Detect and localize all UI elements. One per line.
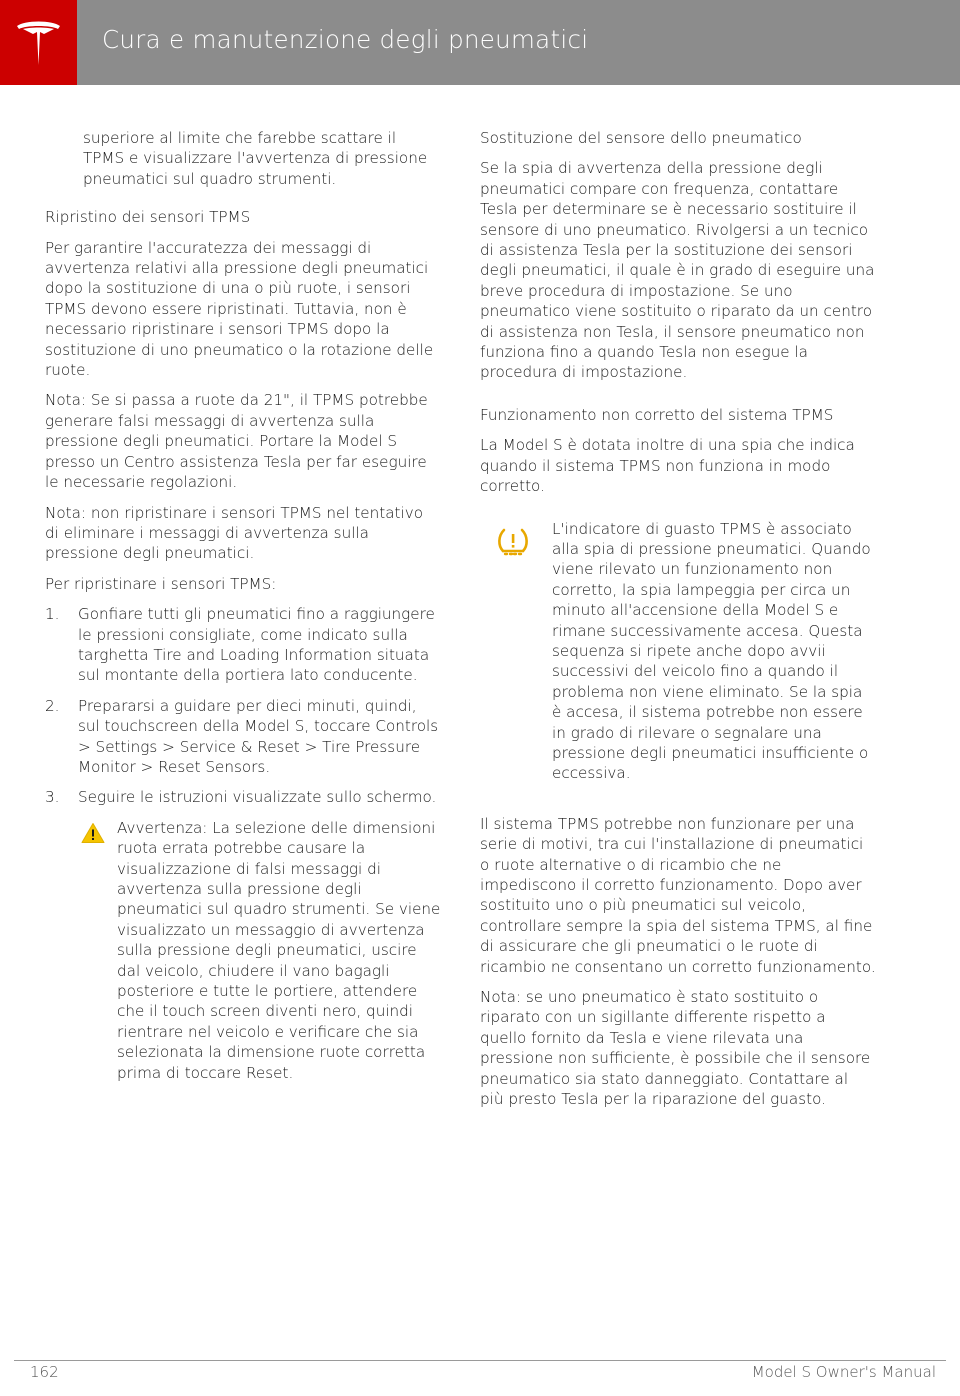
section-heading-reset: Ripristino dei sensori TPMS <box>45 208 251 227</box>
step-text: Gonfiare tutti gli pneumatici fino a raggiungere le pressioni consigliate, come indicato sulla targhetta Tire and Loading Information situata sul montante della portiera lato conducente. <box>78 605 435 685</box>
system-paragraph: Il sistema TPMS potrebbe non funzionare per una serie di motivi, tra cui l'installazione di pneumatici o ruote alternative o di ricambio che ne impediscono il corretto funzionamento. Dopo aver sostituito uno o più pneumatici sul veicolo, controllare sempre la spia del sistema TPMS, al fine di assicurare che gli pneumatici o le ruote di ricambio ne consentano un corretto funzionamento. <box>480 814 876 976</box>
left-column <box>45 128 441 1083</box>
list-item <box>45 696 441 778</box>
reset-paragraph: Per garantire l'accuratezza dei messaggi di avvertenza relativi alla pressione degli pneumatici dopo la sostituzione di una o più ruote, i sensori TPMS devono essere ripristinati. Tuttavia, non è necessario ripristinare i sensori TPMS dopo la sostituzione di uno pneumatico o la rotazione delle ruote. <box>45 238 434 380</box>
brand-logo <box>0 0 77 85</box>
note-sealant: Nota: se uno pneumatico è stato sostituito o riparato con un sigillante differente rispetto a quello fornito da Tesla e viene rilevata una pressione non sufficiente, è possibile che il sensore pneumatico sia stato danneggiato. Contattare al più presto Tesla per la riparazione del guasto. <box>480 988 871 1109</box>
right-column <box>480 128 876 1119</box>
sensor-paragraph: Se la spia di avvertenza della pressione degli pneumatici compare con frequenza, contattare Tesla per determinare se è necessario sostituire il sensore di uno pneumatico. Rivolgersi a un tecnico di assistenza Tesla per la sostituzione dei sensori degli pneumatici, il quale è in grado di eseguire una breve procedura di impostazione. Se uno pneumatico viene sostituito o riparato da un centro di assistenza non Tesla, il sensore pneumatico non funziona fino a quando Tesla non esegue la procedura di impostazione. <box>480 159 875 382</box>
tesla-logo-icon <box>13 17 64 68</box>
page-header <box>0 0 960 85</box>
section-heading-malfunction: Funzionamento non corretto del sistema TPMS <box>480 405 834 424</box>
step-number: 3. <box>45 788 60 807</box>
note-wheels: Nota: Se si passa a ruote da 21", il TPMS potrebbe generare falsi messaggi di avvertenza sulla pressione degli pneumatici. Portare la Model S presso un Centro assistenza Tesla per far eseguire le necessarie regolazioni. <box>45 391 428 492</box>
indicator-text: L'indicatore di guasto TPMS è associato alla spia di pressione pneumatici. Quando viene rilevato un funzionamento non corretto, la spia lampeggia per circa un minuto all'accensione della Model S e rimane successivamente accesa. Questa sequenza si ripete anche dopo avvii successivi del veicolo fino a quando il problema non viene eliminato. Se la spia è accesa, il sistema potrebbe non essere in grado di rilevare o segnalare una pressione degli pneumatici insufficiente o eccessiva. <box>552 519 871 783</box>
steps-intro: Per ripristinare i sensori TPMS: <box>45 574 277 593</box>
warning-block <box>45 818 441 1083</box>
indicator-block <box>480 519 876 784</box>
section-heading-sensor: Sostituzione del sensore dello pneumatico <box>480 129 802 147</box>
step-text: Prepararsi a guidare per dieci minuti, quindi, sul touchscreen della Model S, toccare Controls > Settings > Service & Reset > Tire Pressure Monitor > Reset Sensors. <box>78 696 439 776</box>
tpms-warning-icon <box>496 527 530 557</box>
list-item <box>45 787 441 807</box>
reset-steps-list <box>45 604 441 808</box>
manual-name: Model S Owner's Manual <box>751 1363 936 1381</box>
page-number: 162 <box>30 1363 59 1381</box>
list-item <box>45 604 441 686</box>
step-number: 2. <box>45 696 60 715</box>
note-no-reset: Nota: non ripristinare i sensori TPMS nel tentativo di eliminare i messaggi di avvertenza sulla pressione degli pneumatici. <box>45 503 423 563</box>
step-number: 1. <box>45 605 60 624</box>
step-text: Seguire le istruzioni visualizzate sullo schermo. <box>78 788 437 807</box>
continuation-paragraph: superiore al limite che farebbe scattare il TPMS e visualizzare l'avvertenza di pressione pneumatici sul quadro strumenti. <box>83 129 428 188</box>
footer-divider <box>14 1360 946 1361</box>
page-title: Cura e manutenzione degli pneumatici <box>102 25 589 54</box>
malfunction-paragraph: La Model S è dotata inoltre di una spia che indica quando il sistema TPMS non funziona in modo corretto. <box>480 436 855 496</box>
warning-text: Avvertenza: La selezione delle dimensioni ruota errata potrebbe causare la visualizzazione di falsi messaggi di avvertenza sulla pressione degli pneumatici sul quadro strumenti. Se viene visualizzato un messaggio di avvertenza sulla pressione degli pneumatici, uscire dal veicolo, chiudere il vano bagagli posteriore e tutte le portiere, attendere che il touch screen diventi nero, quindi rientrare nel veicolo e verificare che sia selezionata la dimensione ruote corretta prima di toccare Reset. <box>117 818 441 1082</box>
warning-triangle-icon <box>81 822 105 844</box>
